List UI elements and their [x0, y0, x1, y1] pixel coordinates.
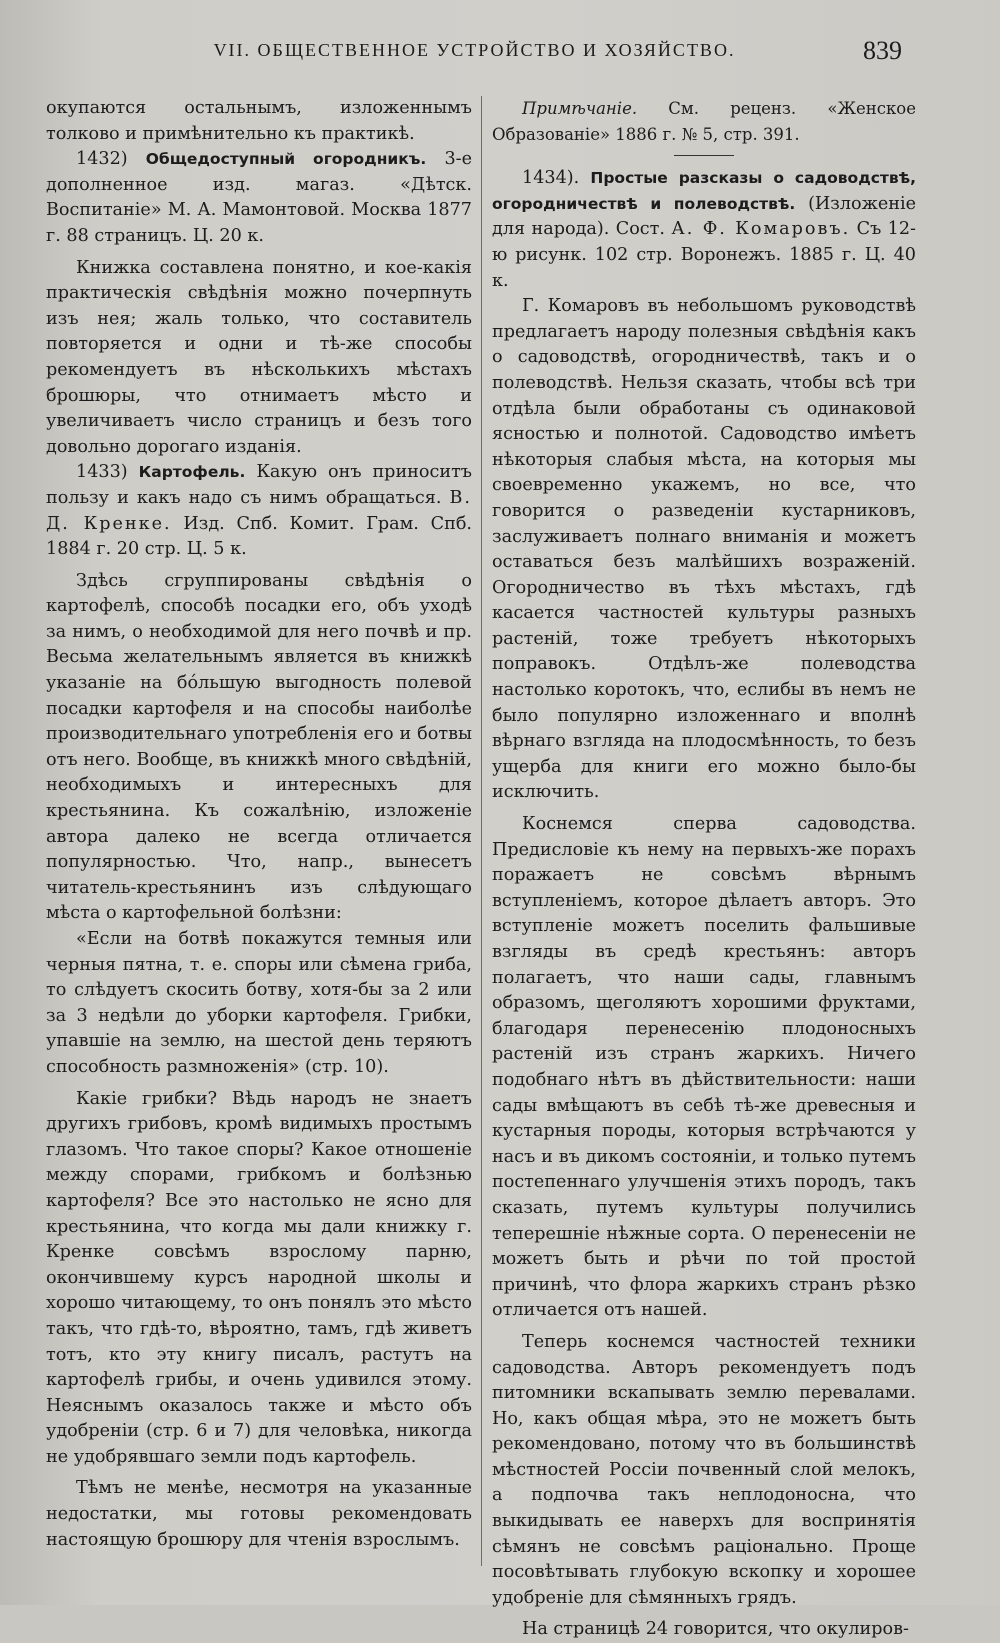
note-text: См. реценз. «Женское Образованіе» 1886 г. № 5, стр. 391. — [492, 99, 916, 144]
paragraph: окупаются остальнымъ, изложеннымъ толково и примѣнительно къ практикѣ. — [46, 98, 472, 144]
review-paragraph: На страницѣ 24 говорится, что окулиров- — [522, 1619, 909, 1640]
review-paragraph: Г. Комаровъ въ небольшомъ руководствѣ предлагаетъ народу полезныя свѣдѣнія какъ о садоводствѣ, огородничествѣ, такъ и о полеводствѣ. Нельзя сказать, чтобы всѣ три отдѣла были обработаны съ одинаковой ясностью и полнотой. Садоводство имѣетъ нѣкоторыя слабыя мѣста, на которыя мы своевременно укажемъ, но все, что говорится о разведеніи кустарниковъ, заслуживаетъ полнаго вниманія и можетъ оставаться безъ малѣйшихъ возраженій. Огородничество въ тѣхъ мѣстахъ, гдѣ касается частностей культуры разныхъ растеній, тоже требуетъ нѣкоторыхъ поправокъ. Отдѣлъ-же полеводства настолько коротокъ, что, еслибы въ немъ не было популярно изложеннаго и вполнѣ вѣрнаго взгляда на плодосмѣнность, то безъ ущерба для книги его можно было-бы исключить. — [492, 296, 916, 803]
review-paragraph: Какіе грибки? Вѣдь народъ не знаетъ другихъ грибовъ, кромѣ видимыхъ простымъ глазомъ. Что такое споры? Какое отношеніе между спорами, грибкомъ и болѣзнью картофеля? Все это настолько не ясно для крестьянина, что когда мы дали книжку г. Кренке совсѣмъ взрослому парню, окончившему курсъ народной школы и хорошо читающему, то онъ понялъ это мѣсто такъ, что гдѣ-то, вѣроятно, тамъ, гдѣ живетъ тотъ, кто эту книгу писалъ, растутъ на картофелѣ грибы, и очень удивился этому. Неяснымъ оказалось также и мѣсто объ удобреніи (стр. 6 и 7) для человѣка, никогда не удобрявшаго земли подъ картофель. — [46, 1088, 472, 1467]
right-column — [492, 96, 916, 1643]
review-paragraph: Здѣсь сгруппированы свѣдѣнія о картофелѣ, способѣ посадки его, объ уходѣ за нимъ, о необходимой для него почвѣ и пр. Весьма желательнымъ является въ книжкѣ указаніе на бо́льшую выгодность полевой посадки картофеля и на способы наиболѣе производительнаго употребленія его и ботвы отъ него. Вообще, въ книжкѣ много свѣдѣній, необходимыхъ и интересныхъ для крестьянина. Къ сожалѣнію, изложеніе автора далеко не всегда отличается популярностью. Что, напр., вынесетъ читатель-крестьянинъ изъ слѣдующаго мѣста о картофельной болѣзни: — [46, 570, 472, 924]
entry-bibliography: 3-е дополненное изд. магаз. «Дѣтск. Воспитаніе» М. А. Мамонтовой. Москва 1877 г. 88 страницъ. Ц. 20 к. — [46, 149, 472, 246]
review-paragraph: Теперь коснемся частностей техники садоводства. Авторъ рекомендуетъ подъ питомники вскапывать землю перевалами. Но, какъ общая мѣра, это не можетъ быть рекомендовано, потому что въ большинствѣ мѣстностей Россіи почвенный слой мелокъ, а подпочва такъ неплодоносна, что выкидывать ее наверхъ для воспринятія сѣмянъ не совсѣмъ раціонально. Проще посовѣтывать глубокую вскопку и хорошее удобреніе для сѣмянныхъ грядъ. — [492, 1331, 916, 1608]
left-column — [46, 96, 472, 1553]
running-title: VII. ОБЩЕСТВЕННОЕ УСТРОЙСТВО И ХОЗЯЙСТВО. — [213, 40, 736, 60]
entry-subtitle: Какую онъ приноситъ пользу и какъ надо съ нимъ обращаться. — [46, 462, 473, 508]
note-label: Примѣчаніе. — [522, 99, 638, 118]
entry-bibliography: Изд. Спб. Комит. Грам. Спб. 1884 г. 20 стр. Ц. 5 к. — [46, 513, 472, 560]
entry-1433 — [46, 460, 472, 562]
entry-title: Общедоступный огородникъ. — [145, 150, 427, 169]
page-number: 839 — [863, 36, 902, 65]
entry-author: В. Д. Кренке. — [46, 487, 473, 534]
entry-bibliography: Съ 12-ю рисунк. 102 стр. Воронежъ. 1885 г. Ц. 40 к. — [492, 219, 917, 291]
entry-number: 1432) — [76, 149, 128, 170]
section-rule — [674, 155, 734, 156]
entry-author: А. Ф. Комаровъ. — [671, 219, 851, 240]
entry-subtitle: (Изложеніе для народа). Сост. — [492, 193, 916, 240]
entry-1434 — [492, 166, 916, 294]
quotation: «Если на ботвѣ покажутся темныя или черныя пятна, т. е. споры или сѣмена гриба, то слѣдуетъ скосить ботву, хотя-бы за 2 или за 3 недѣли до уборки картофеля. Грибки, упавшіе на землю, на шестой день теряютъ способность размноженія» (стр. 10). — [46, 929, 472, 1077]
entry-1432 — [46, 147, 472, 249]
entry-title: Картофель. — [138, 463, 246, 482]
review-paragraph: Коснемся сперва садоводства. Предисловіе къ нему на первыхъ-же порахъ поражаетъ не совсѣмъ вѣрнымъ вступленіемъ, которое дѣлаетъ авторъ. Это вступленіе можетъ поселить фальшивые взгляды въ средѣ крестьянъ: авторъ полагаетъ, что наши сады, главнымъ образомъ, щеголяютъ хорошими фруктами, благодаря перенесенію плодоносныхъ растеній изъ странъ жаркихъ. Ничего подобнаго нѣтъ въ дѣйствительности: наши сады вмѣщаютъ въ себѣ тѣ-же древесныя и кустарныя породы, которыя встрѣчаются у насъ и въ дикомъ состояніи, и только путемъ постепеннаго улучшенія этихъ породъ, такъ сказать, путемъ культуры получились теперешніе нѣжные сорта. О перенесеніи не можетъ быть и рѣчи по той простой причинѣ, что флора жаркихъ странъ рѣзко отличается отъ нашей. — [492, 814, 916, 1321]
entry-number: 1433) — [76, 462, 128, 483]
review-paragraph: Тѣмъ не менѣе, несмотря на указанные недостатки, мы готовы рекомендовать настоящую брошюру для чтенія взрослымъ. — [46, 1478, 472, 1550]
review-paragraph: Книжка составлена понятно, и кое-какія практическія свѣдѣнія можно почерпнуть изъ нея; жаль только, что составитель повторяется и одни и тѣ-же способы рекомендуетъ въ нѣсколькихъ мѣстахъ брошюры, что отнимаетъ мѣсто и увеличиваетъ число страницъ и безъ того довольно дорогаго изданія. — [46, 257, 472, 457]
entry-title: Простые разсказы о садоводствѣ, огородничествѣ и полеводствѣ. — [492, 169, 916, 213]
note — [492, 96, 916, 147]
entry-number: 1434). — [522, 168, 580, 189]
column-divider — [481, 96, 482, 1566]
